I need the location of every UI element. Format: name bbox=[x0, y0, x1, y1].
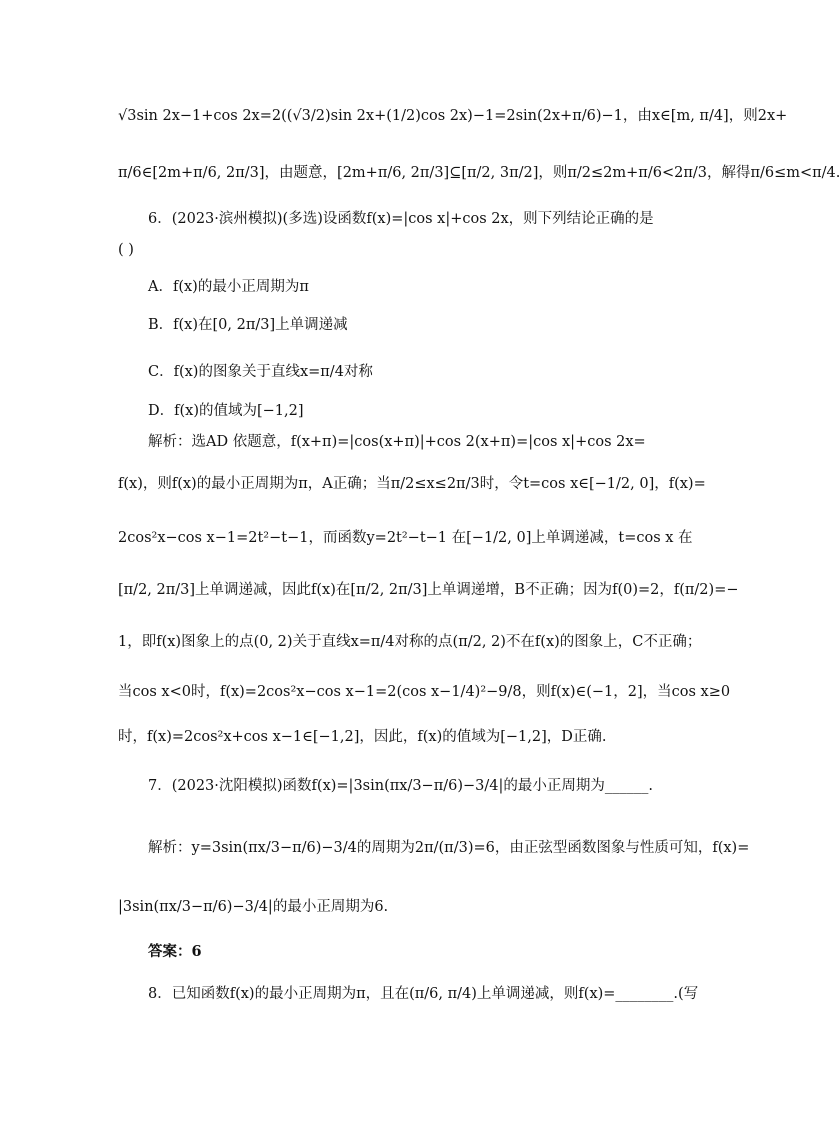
solution-line: [π/2, 2π/3]上单调递减，因此f(x)在[π/2, 2π/3]上单调递增，B不正确；因为f(0)=2，f(π/2)=− bbox=[118, 582, 739, 598]
solution-line: 当cos x<0时，f(x)=2cos²x−cos x−1=2(cos x−1/4)²−9/8，则f(x)∈(−1，2]，当cos x≥0 bbox=[118, 684, 731, 700]
answer-blank: ( ) bbox=[118, 242, 134, 258]
option-a: A．f(x)的最小正周期为π bbox=[148, 279, 309, 295]
option-c: C．f(x)的图象关于直线x=π/4对称 bbox=[148, 364, 373, 380]
option-b: B．f(x)在[0, 2π/3]上单调递减 bbox=[148, 317, 348, 333]
solution-line: f(x)，则f(x)的最小正周期为π，A正确；当π/2≤x≤2π/3时，令t=cos x∈[−1/2, 0]，f(x)= bbox=[118, 476, 706, 492]
solution-line: 解析：y=3sin(πx/3−π/6)−3/4的周期为2π/(π/3)=6，由正弦型函数图象与性质可知，f(x)= bbox=[148, 840, 750, 856]
solution-line: 1，即f(x)图象上的点(0, 2)关于直线x=π/4对称的点(π/2, 2)不在f(x)的图象上，C不正确； bbox=[118, 634, 702, 650]
solution-line: π/6∈[2m+π/6, 2π/3]，由题意，[2m+π/6, 2π/3]⊆[π/2, 3π/2]，则π/2≤2m+π/6<2π/3，解得π/6≤m<π/4. bbox=[118, 165, 840, 181]
solution-line: 解析：选AD 依题意，f(x+π)=|cos(x+π)|+cos 2(x+π)=|cos x|+cos 2x= bbox=[148, 434, 646, 450]
answer-line: 答案：6 bbox=[148, 943, 202, 960]
question-6-stem: 6．(2023·滨州模拟)(多选)设函数f(x)=|cos x|+cos 2x，则下列结论正确的是 bbox=[148, 211, 654, 227]
solution-line: 2cos²x−cos x−1=2t²−t−1，而函数y=2t²−t−1 在[−1/2, 0]上单调递减，t=cos x 在 bbox=[118, 530, 693, 546]
option-d: D．f(x)的值域为[−1,2] bbox=[148, 403, 304, 419]
solution-line: √3sin 2x−1+cos 2x=2((√3/2)sin 2x+(1/2)cos 2x)−1=2sin(2x+π/6)−1，由x∈[m, π/4]，则2x+ bbox=[118, 108, 788, 124]
solution-line: |3sin(πx/3−π/6)−3/4|的最小正周期为6. bbox=[118, 899, 389, 915]
question-7-stem: 7．(2023·沈阳模拟)函数f(x)=|3sin(πx/3−π/6)−3/4|的最小正周期为______. bbox=[148, 778, 653, 794]
question-8-stem: 8．已知函数f(x)的最小正周期为π，且在(π/6, π/4)上单调递减，则f(x)=________.(写 bbox=[148, 986, 699, 1002]
solution-line: 时，f(x)=2cos²x+cos x−1∈[−1,2]，因此，f(x)的值域为[−1,2]，D正确. bbox=[118, 729, 607, 745]
